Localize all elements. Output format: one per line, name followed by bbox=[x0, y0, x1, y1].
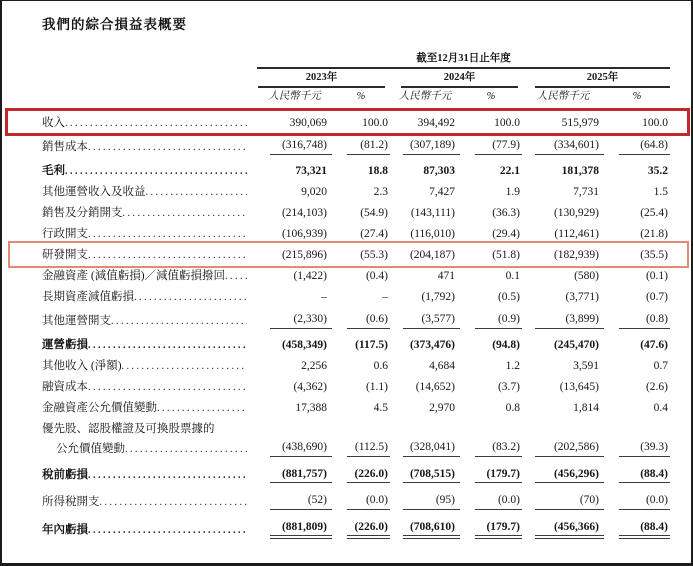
row-label-text: 金融資產 (減值虧損)／減值虧損撥回 bbox=[42, 270, 226, 283]
cell-value: (143,111) bbox=[410, 207, 455, 220]
row-label-text: 行政開支 bbox=[42, 228, 88, 241]
cell-value: (0.0) bbox=[604, 489, 670, 515]
dot-leader bbox=[88, 470, 247, 481]
cell-value: (0.7) bbox=[645, 291, 668, 304]
unit-label: 人民幣千元 bbox=[536, 91, 590, 103]
cell-value: (2.6) bbox=[645, 381, 668, 394]
cell-value: (182,939) bbox=[553, 249, 599, 262]
row-label bbox=[42, 436, 257, 462]
table-row bbox=[42, 113, 670, 134]
table-row bbox=[42, 287, 670, 308]
cell-value: (456,366) bbox=[522, 515, 604, 545]
cell-value: 3,591 bbox=[573, 360, 599, 373]
row-label bbox=[42, 266, 257, 287]
cell-value: (214,103) bbox=[281, 207, 327, 220]
cell-value: (316,748) bbox=[257, 134, 332, 160]
dot-leader bbox=[125, 444, 247, 455]
cell-value: (88.4) bbox=[604, 462, 670, 489]
cell-value: (0.8) bbox=[604, 308, 670, 334]
year-header-cell bbox=[522, 68, 670, 88]
cell-value: (708,515) bbox=[390, 462, 460, 489]
cell-value: 100.0 bbox=[642, 117, 668, 130]
cell-value: (94.8) bbox=[492, 338, 520, 351]
cell-value: (47.6) bbox=[640, 338, 668, 351]
cell-value: (116,010) bbox=[410, 228, 455, 241]
cell-value: (0.0) bbox=[460, 489, 522, 515]
table-row bbox=[42, 377, 670, 398]
table-row bbox=[42, 462, 670, 489]
cell-value: 0.8 bbox=[505, 402, 520, 415]
cell-value: – bbox=[382, 291, 388, 304]
table-row bbox=[42, 266, 670, 287]
cell-value: (3,899) bbox=[522, 308, 604, 334]
cell-value: (112.5) bbox=[332, 436, 390, 462]
year-header-cell bbox=[390, 68, 522, 88]
cell-value: (1.1) bbox=[365, 381, 388, 394]
cell-value: (226.0) bbox=[332, 515, 390, 545]
period-header-row bbox=[42, 51, 670, 68]
table-row bbox=[42, 356, 670, 377]
table-row bbox=[42, 489, 670, 515]
cell-value: (0.4) bbox=[365, 270, 388, 283]
cell-value: (0.6) bbox=[332, 308, 390, 334]
cell-value: 181,378 bbox=[561, 164, 599, 177]
cell-value: 2,256 bbox=[301, 360, 327, 373]
row-label-text: 所得稅開支 bbox=[42, 495, 100, 508]
dot-leader bbox=[157, 403, 247, 414]
table-row bbox=[42, 398, 670, 419]
cell-value: 1,814 bbox=[573, 402, 599, 415]
table-row bbox=[42, 308, 670, 334]
row-label: 優先股、認股權證及可換股票據的 bbox=[42, 423, 215, 436]
row-label bbox=[42, 182, 257, 203]
cell-value: (179.7) bbox=[460, 515, 522, 545]
income-table-body bbox=[42, 113, 670, 545]
cell-value: 1.9 bbox=[505, 186, 520, 199]
cell-value: (95) bbox=[390, 489, 460, 515]
row-label bbox=[42, 489, 257, 515]
row-label-text: 研發開支 bbox=[42, 249, 88, 262]
year-header-cell bbox=[257, 68, 390, 88]
cell-value: (1,422) bbox=[293, 270, 327, 283]
period-header: 截至12月31日止年度 bbox=[257, 51, 670, 68]
cell-value: (112,461) bbox=[554, 228, 599, 241]
table-row bbox=[42, 224, 670, 245]
dot-leader bbox=[146, 187, 248, 198]
row-label-text: 稅前虧損 bbox=[42, 469, 88, 482]
cell-value: (373,476) bbox=[409, 338, 455, 351]
dot-leader bbox=[65, 118, 247, 129]
table-row bbox=[42, 515, 670, 545]
unit-header-row bbox=[42, 88, 670, 106]
dot-leader bbox=[123, 208, 248, 219]
cell-value: 87,303 bbox=[423, 164, 455, 177]
row-label bbox=[42, 224, 257, 245]
cell-value: 4.5 bbox=[373, 402, 388, 415]
row-label bbox=[42, 203, 257, 224]
row-label bbox=[42, 356, 257, 377]
cell-value: (52) bbox=[257, 489, 332, 515]
unit-label: 人民幣千元 bbox=[268, 91, 321, 103]
header-spacer bbox=[42, 51, 257, 68]
cell-value: (130,929) bbox=[553, 207, 599, 220]
dot-leader bbox=[65, 166, 247, 177]
table-row bbox=[42, 436, 670, 462]
cell-value: (2,330) bbox=[257, 308, 332, 334]
cell-value: 100.0 bbox=[362, 117, 388, 130]
table-row bbox=[42, 160, 670, 182]
cell-value: (39.3) bbox=[604, 436, 670, 462]
cell-value: (88.4) bbox=[604, 515, 670, 545]
row-label-text: 長期資產減值虧損 bbox=[42, 291, 134, 304]
dot-leader bbox=[134, 292, 247, 303]
cell-value: 4,684 bbox=[429, 360, 455, 373]
row-label-text: 其他運營開支 bbox=[42, 314, 111, 327]
cell-value: (55.3) bbox=[360, 249, 388, 262]
cell-value: (25.4) bbox=[640, 207, 668, 220]
row-label bbox=[42, 287, 257, 308]
cell-value: (3,771) bbox=[565, 291, 599, 304]
dot-leader bbox=[88, 142, 247, 153]
row-label-text: 公允價值變動 bbox=[56, 442, 125, 455]
cell-value: 22.1 bbox=[499, 164, 520, 177]
cell-value: (328,041) bbox=[390, 436, 460, 462]
cell-value: (21.8) bbox=[640, 228, 668, 241]
cell-value: 471 bbox=[437, 270, 455, 283]
row-label-text: 運營虧損 bbox=[42, 338, 88, 351]
cell-value: (204,187) bbox=[409, 249, 455, 262]
cell-value: (245,470) bbox=[553, 338, 599, 351]
cell-value: (1,792) bbox=[421, 291, 455, 304]
cell-value: (881,809) bbox=[257, 515, 332, 545]
header-spacer bbox=[42, 68, 257, 88]
cell-value: (458,349) bbox=[281, 338, 327, 351]
cell-value: (881,757) bbox=[257, 462, 332, 489]
percent-label: % bbox=[486, 91, 496, 103]
percent-label: % bbox=[632, 91, 642, 103]
cell-value: 0.6 bbox=[373, 360, 388, 373]
cell-value: (51.8) bbox=[492, 249, 520, 262]
dot-leader bbox=[111, 316, 247, 327]
table-row bbox=[42, 134, 670, 160]
dot-leader bbox=[225, 271, 247, 282]
cell-value: 2,970 bbox=[429, 402, 455, 415]
cell-value: 0.4 bbox=[653, 402, 668, 415]
cell-value: (106,939) bbox=[281, 228, 327, 241]
table-row bbox=[42, 334, 670, 356]
row-label bbox=[42, 245, 257, 266]
row-label-text: 銷售成本 bbox=[42, 140, 88, 153]
cell-value: 394,492 bbox=[417, 117, 455, 130]
cell-value: (0.0) bbox=[332, 489, 390, 515]
cell-value: (215,896) bbox=[281, 249, 327, 262]
cell-value: 17,388 bbox=[295, 402, 327, 415]
cell-value: (307,189) bbox=[390, 134, 460, 160]
cell-value: (456,296) bbox=[522, 462, 604, 489]
cell-value: (83.2) bbox=[460, 436, 522, 462]
cell-value: – bbox=[321, 291, 327, 304]
cell-value: (36.3) bbox=[492, 207, 520, 220]
row-label-text: 收入 bbox=[42, 117, 65, 130]
cell-value: 9,020 bbox=[301, 186, 327, 199]
cell-value: (0.5) bbox=[497, 291, 520, 304]
row-label bbox=[42, 398, 257, 419]
cell-value: (77.9) bbox=[460, 134, 522, 160]
cell-value: (27.4) bbox=[360, 228, 388, 241]
row-label bbox=[42, 113, 257, 134]
dot-leader bbox=[88, 382, 247, 393]
table-row bbox=[42, 203, 670, 224]
row-label bbox=[42, 515, 257, 545]
row-label-text: 銷售及分銷開支 bbox=[42, 207, 123, 220]
year-header-row bbox=[42, 68, 670, 88]
row-label bbox=[42, 160, 257, 182]
dot-leader bbox=[88, 229, 247, 240]
dot-leader bbox=[122, 361, 247, 372]
cell-value: (81.2) bbox=[332, 134, 390, 160]
cell-value: (35.5) bbox=[640, 249, 668, 262]
cell-value: (4,362) bbox=[293, 381, 327, 394]
cell-value: 0.1 bbox=[505, 270, 520, 283]
table-row bbox=[42, 182, 670, 203]
page-title: 我們的綜合損益表概要 bbox=[42, 17, 187, 32]
cell-value: 390,069 bbox=[289, 117, 327, 130]
cell-value: (14,652) bbox=[415, 381, 455, 394]
table-header bbox=[42, 51, 670, 113]
cell-value: 1.5 bbox=[653, 186, 668, 199]
table-row-label-overflow bbox=[42, 419, 670, 436]
row-label bbox=[42, 134, 257, 160]
year-header-2023: 2023年 bbox=[258, 72, 385, 88]
cell-value: (13,645) bbox=[559, 381, 599, 394]
cell-value: (226.0) bbox=[332, 462, 390, 489]
cell-value: (64.8) bbox=[604, 134, 670, 160]
row-label-text: 毛利 bbox=[42, 164, 65, 177]
unit-label: 人民幣千元 bbox=[398, 91, 452, 103]
header-gap-row bbox=[42, 106, 670, 113]
row-label-text: 其他收入 (淨額) bbox=[42, 360, 122, 373]
row-label bbox=[42, 462, 257, 489]
cell-value: (54.9) bbox=[360, 207, 388, 220]
table-row bbox=[42, 245, 670, 266]
year-header-2024: 2024年 bbox=[401, 72, 518, 88]
cell-value: 7,427 bbox=[429, 186, 455, 199]
cell-value: 515,979 bbox=[561, 117, 599, 130]
header-spacer bbox=[42, 88, 257, 106]
cell-value: 18.8 bbox=[367, 164, 388, 177]
row-label bbox=[42, 334, 257, 356]
cell-value: 100.0 bbox=[494, 117, 520, 130]
cell-value: (202,586) bbox=[522, 436, 604, 462]
row-label bbox=[42, 308, 257, 334]
dot-leader bbox=[88, 340, 247, 351]
cell-value: (708,610) bbox=[390, 515, 460, 545]
cell-value: (117.5) bbox=[355, 338, 388, 351]
cell-value: 7,731 bbox=[573, 186, 599, 199]
cell-value: (580) bbox=[574, 270, 599, 283]
row-label-text: 金融資產公允價值變動 bbox=[42, 402, 157, 415]
row-label bbox=[42, 377, 257, 398]
income-statement-table bbox=[42, 51, 670, 545]
dot-leader bbox=[88, 525, 247, 536]
cell-value: (29.4) bbox=[492, 228, 520, 241]
cell-value: 35.2 bbox=[647, 164, 668, 177]
percent-label: % bbox=[356, 91, 366, 103]
dot-leader bbox=[100, 497, 248, 508]
row-label-text: 年內虧損 bbox=[42, 523, 88, 536]
row-label-text: 融資成本 bbox=[42, 381, 88, 394]
cell-value: (179.7) bbox=[460, 462, 522, 489]
cell-value: (3,577) bbox=[390, 308, 460, 334]
cell-value: (70) bbox=[522, 489, 604, 515]
cell-value: 1.2 bbox=[505, 360, 520, 373]
cell-value: (0.1) bbox=[645, 270, 668, 283]
cell-value: (438,690) bbox=[257, 436, 332, 462]
dot-leader bbox=[88, 250, 247, 261]
cell-value: 0.7 bbox=[653, 360, 668, 373]
cell-value: (0.9) bbox=[460, 308, 522, 334]
cell-value: 73,321 bbox=[295, 164, 327, 177]
cell-value: 2.3 bbox=[373, 186, 388, 199]
row-label-text: 其他運營收入及收益 bbox=[42, 186, 146, 199]
year-header-2025: 2025年 bbox=[535, 72, 670, 88]
cell-value: (334,601) bbox=[522, 134, 604, 160]
cell-value: (3.7) bbox=[497, 381, 520, 394]
